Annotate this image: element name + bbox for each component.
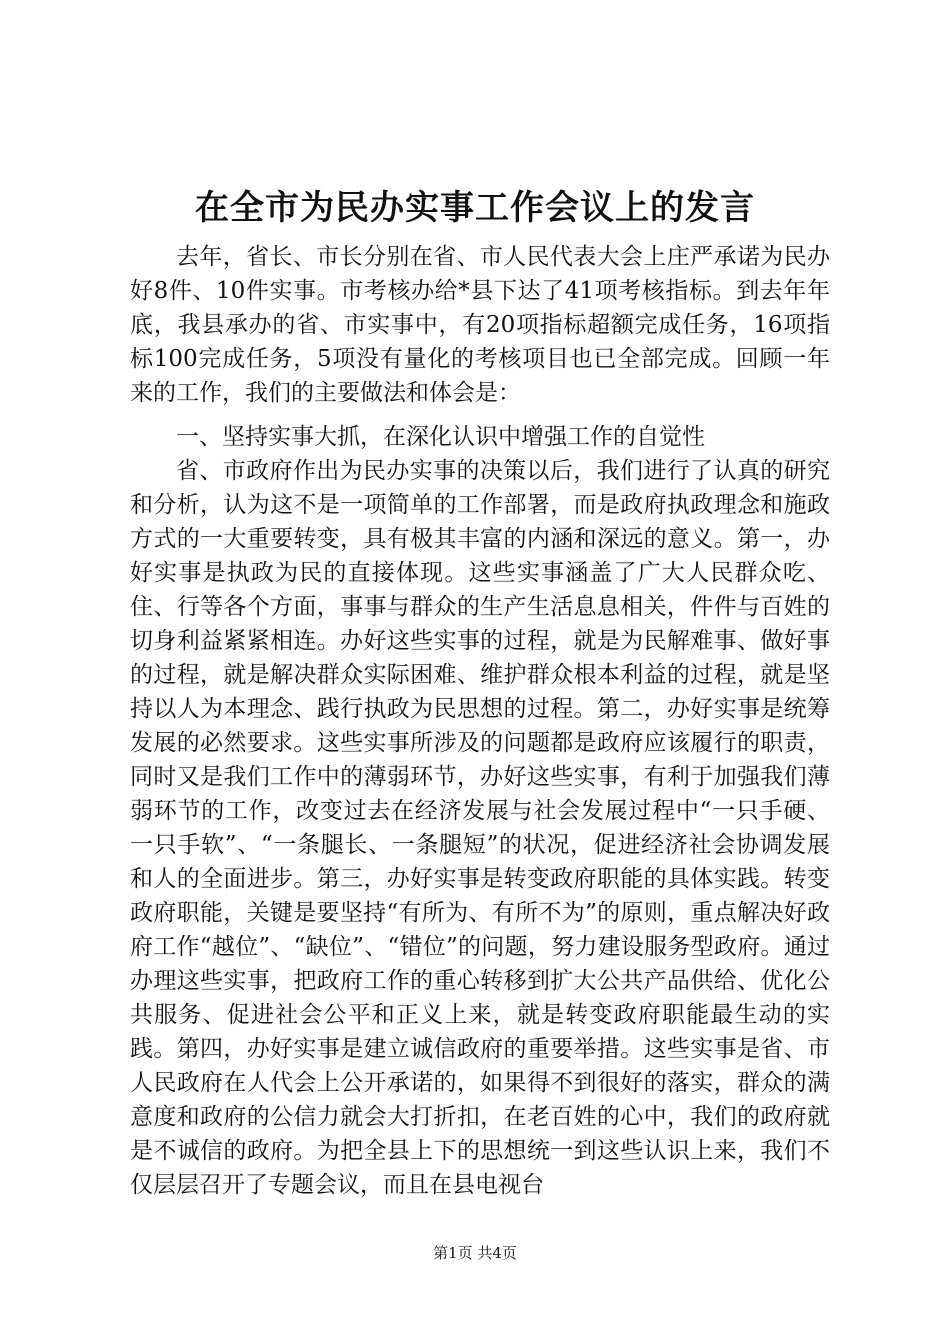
section-1	[130, 420, 830, 1202]
section-1-heading: 一、坚持实事大抓，在深化认识中增强工作的自觉性	[176, 424, 705, 450]
document-title: 在全市为民办实事工作会议上的发言	[195, 188, 755, 228]
section-1-paragraph: 省、市政府作出为民办实事的决策以后，我们进行了认真的研究和分析，认为这不是一项简单的工作部署，而是政府执政理念和施政方式的一大重要转变，具有极其丰富的内涵和深远的意义。第一，办好实事是执政为民的直接体现。这些实事涵盖了广大人民群众吃、住、行等各个方面，事事与群众的生产生活息息相关，件件与百姓的切身利益紧紧相连。办好这些实事的过程，就是为民解难事、做好事的过程，就是解决群众实际困难、维护群众根本利益的过程，就是坚持以人为本理念、践行执政为民思想的过程。第二，办好实事是统筹发展的必然要求。这些实事所涉及的问题都是政府应该履行的职责，同时又是我们工作中的薄弱环节，办好这些实事，有利于加强我们薄弱环节的工作，改变过去在经济发展与社会发展过程中“一只手硬、一只手软”、“一条腿长、一条腿短”的状况，促进经济社会协调发展和人的全面进步。第三，办好实事是转变政府职能的具体实践。转变政府职能，关键是要坚持“有所为、有所不为”的原则，重点解决好政府工作“越位”、“缺位”、“错位”的问题，努力建设服务型政府。通过办理这些实事，把政府工作的重心转移到扩大公共产品供给、优化公共服务、促进社会公平和正义上来，就是转变政府职能最生动的实践。第四，办好实事是建立诚信政府的重要举措。这些实事是省、市人民政府在人代会上公开承诺的，如果得不到很好的落实，群众的满意度和政府的公信力就会大打折扣，在老百姓的心中，我们的政府就是不诚信的政府。为把全县上下的思想统一到这些认识上来，我们不仅层层召开了专题会议，而且在县电视台	[130, 458, 830, 1198]
intro-paragraph: 去年，省长、市长分别在省、市人民代表大会上庄严承诺为民办好8件、10件实事。市考核办给*县下达了41项考核指标。到去年年底，我县承办的省、市实事中，有20项指标超额完成任务，16项指标100完成任务，5项没有量化的考核项目也已全部完成。回顾一年来的工作，我们的主要做法和体会是：	[130, 244, 830, 406]
intro-section	[130, 240, 830, 410]
page-footer: 第1页 共4页	[433, 1244, 517, 1262]
